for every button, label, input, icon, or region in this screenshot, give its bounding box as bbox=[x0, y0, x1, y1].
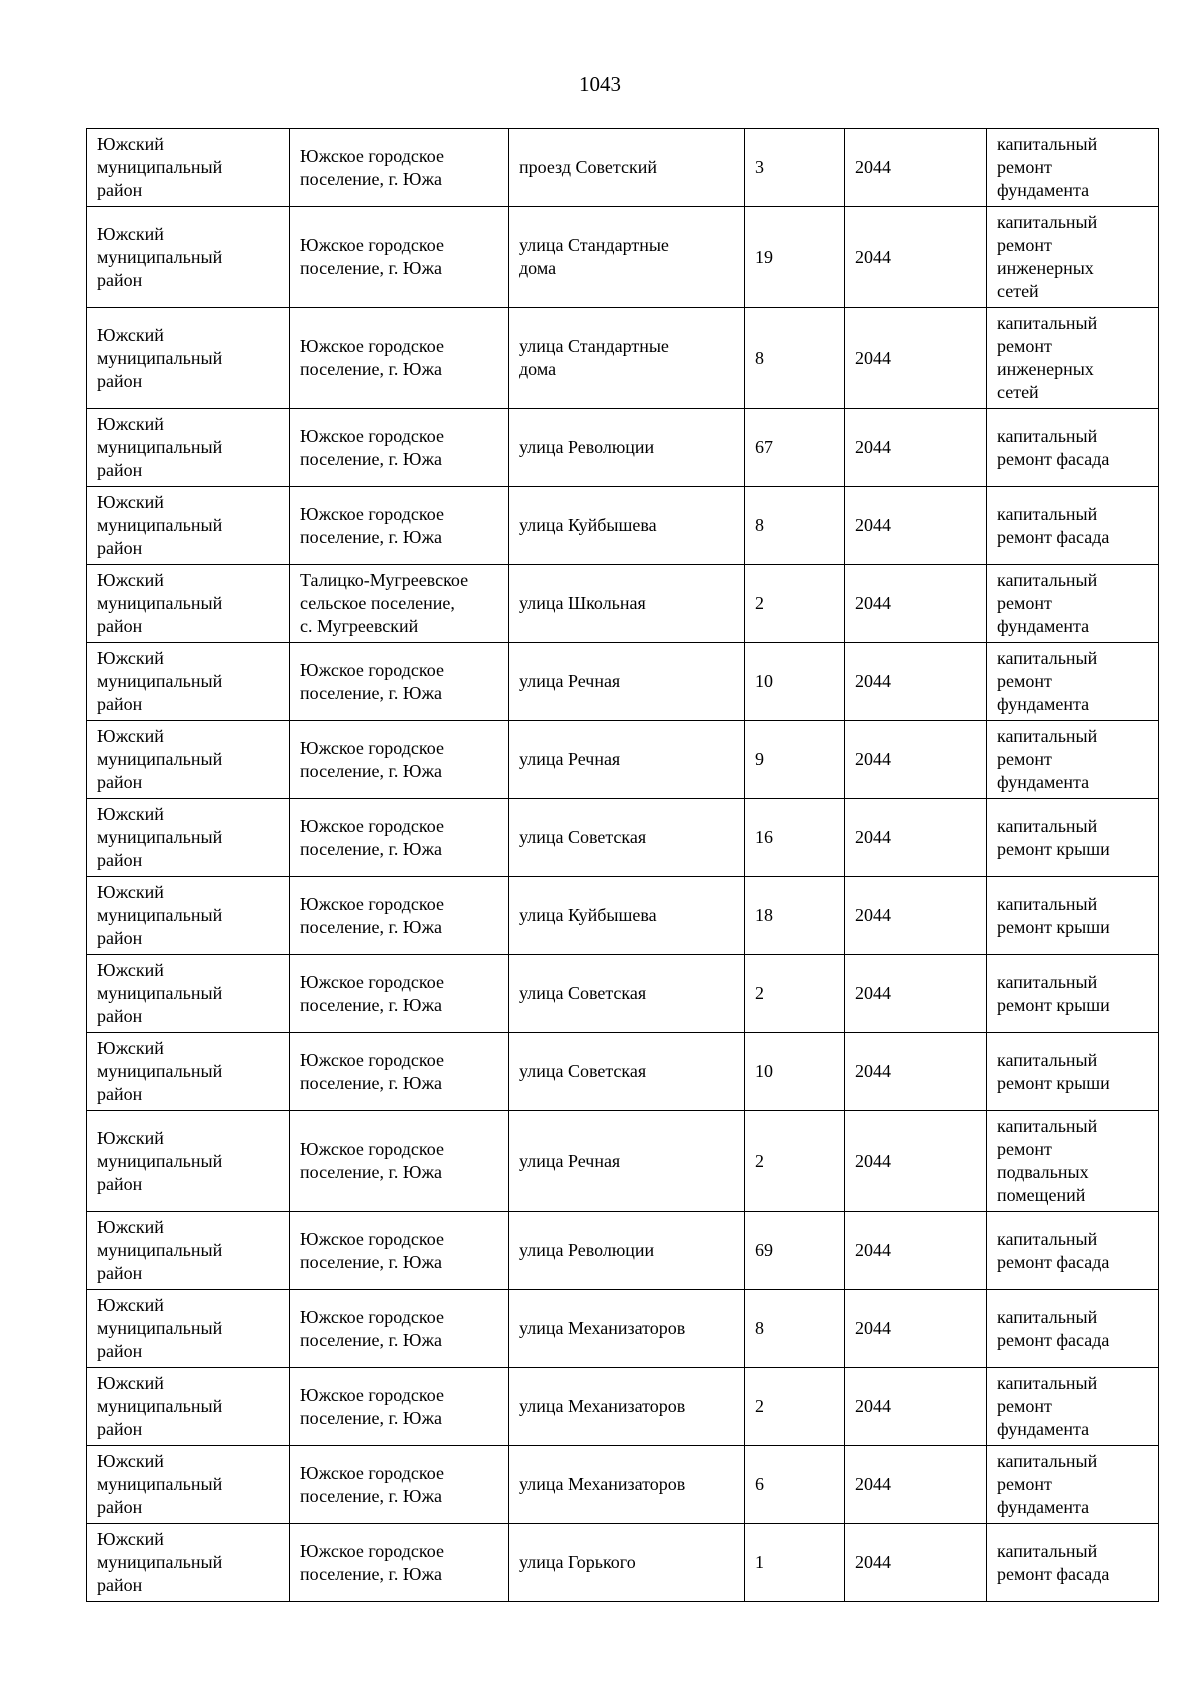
house-number-cell-text: 6 bbox=[755, 1474, 764, 1494]
house-number-cell bbox=[745, 799, 845, 877]
settlement-cell bbox=[290, 955, 509, 1033]
house-number-cell bbox=[745, 721, 845, 799]
year-cell bbox=[845, 799, 987, 877]
work-type-cell-text: капитальный ремонт фасада bbox=[997, 1228, 1110, 1272]
house-number-cell-text: 10 bbox=[755, 1061, 773, 1081]
work-type-cell bbox=[987, 721, 1159, 799]
settlement-cell bbox=[290, 409, 509, 487]
settlement-cell-text: Южское городское поселение, г. Южа bbox=[300, 1462, 444, 1506]
district-cell-text: Южский муниципальный район bbox=[97, 648, 223, 714]
street-cell bbox=[509, 1111, 745, 1212]
house-number-cell-text: 69 bbox=[755, 1240, 773, 1260]
district-cell-text: Южский муниципальный район bbox=[97, 804, 223, 870]
year-cell-text: 2044 bbox=[855, 671, 891, 691]
settlement-cell-text: Южское городское поселение, г. Южа bbox=[300, 659, 444, 703]
work-type-cell-text: капитальный ремонт фасада bbox=[997, 1540, 1110, 1584]
settlement-cell-text: Южское городское поселение, г. Южа bbox=[300, 1228, 444, 1272]
house-number-cell-text: 3 bbox=[755, 157, 764, 177]
work-type-cell bbox=[987, 308, 1159, 409]
work-type-cell bbox=[987, 487, 1159, 565]
settlement-cell-text: Талицко-Мугреевское сельское поселение, с. Мугреевский bbox=[300, 570, 469, 636]
settlement-cell-text: Южское городское поселение, г. Южа bbox=[300, 235, 444, 278]
table-row bbox=[87, 799, 1159, 877]
table-row bbox=[87, 409, 1159, 487]
work-type-cell-text: капитальный ремонт подвальных помещений bbox=[997, 1116, 1098, 1205]
work-type-cell-text: капитальный ремонт крыши bbox=[997, 971, 1110, 1015]
year-cell bbox=[845, 1524, 987, 1602]
year-cell bbox=[845, 877, 987, 955]
settlement-cell bbox=[290, 129, 509, 207]
settlement-cell bbox=[290, 1212, 509, 1290]
settlement-cell-text: Южское городское поселение, г. Южа bbox=[300, 336, 444, 379]
settlement-cell bbox=[290, 1446, 509, 1524]
repair-schedule-table bbox=[86, 128, 1159, 1602]
house-number-cell-text: 1 bbox=[755, 1552, 764, 1572]
table-row bbox=[87, 955, 1159, 1033]
work-type-cell bbox=[987, 1111, 1159, 1212]
year-cell bbox=[845, 955, 987, 1033]
district-cell bbox=[87, 955, 290, 1033]
district-cell bbox=[87, 1111, 290, 1212]
year-cell bbox=[845, 487, 987, 565]
year-cell-text: 2044 bbox=[855, 905, 891, 925]
year-cell-text: 2044 bbox=[855, 1396, 891, 1416]
street-cell bbox=[509, 487, 745, 565]
district-cell-text: Южский муниципальный район bbox=[97, 492, 223, 558]
settlement-cell-text: Южское городское поселение, г. Южа bbox=[300, 1384, 444, 1428]
district-cell bbox=[87, 877, 290, 955]
street-cell bbox=[509, 643, 745, 721]
district-cell-text: Южский муниципальный район bbox=[97, 726, 223, 792]
district-cell bbox=[87, 1524, 290, 1602]
year-cell bbox=[845, 643, 987, 721]
street-cell-text: улица Революции bbox=[519, 437, 655, 457]
settlement-cell bbox=[290, 565, 509, 643]
work-type-cell-text: капитальный ремонт фасада bbox=[997, 1306, 1110, 1350]
house-number-cell bbox=[745, 1368, 845, 1446]
year-cell-text: 2044 bbox=[855, 1150, 891, 1171]
street-cell-text: улица Стандартные дома bbox=[519, 336, 669, 379]
settlement-cell bbox=[290, 308, 509, 409]
work-type-cell bbox=[987, 409, 1159, 487]
year-cell bbox=[845, 565, 987, 643]
table-row bbox=[87, 1212, 1159, 1290]
district-cell-text: Южский муниципальный район bbox=[97, 1295, 223, 1361]
work-type-cell bbox=[987, 1524, 1159, 1602]
district-cell bbox=[87, 409, 290, 487]
district-cell bbox=[87, 1033, 290, 1111]
settlement-cell bbox=[290, 721, 509, 799]
table-row bbox=[87, 308, 1159, 409]
street-cell bbox=[509, 129, 745, 207]
settlement-cell bbox=[290, 1524, 509, 1602]
settlement-cell-text: Южское городское поселение, г. Южа bbox=[300, 503, 444, 547]
district-cell bbox=[87, 1290, 290, 1368]
settlement-cell-text: Южское городское поселение, г. Южа bbox=[300, 1306, 444, 1350]
work-type-cell bbox=[987, 1446, 1159, 1524]
settlement-cell-text: Южское городское поселение, г. Южа bbox=[300, 1139, 444, 1182]
year-cell-text: 2044 bbox=[855, 593, 891, 613]
year-cell-text: 2044 bbox=[855, 515, 891, 535]
district-cell-text: Южский муниципальный район bbox=[97, 1127, 223, 1194]
street-cell bbox=[509, 1446, 745, 1524]
table-body bbox=[87, 129, 1159, 1602]
house-number-cell-text: 2 bbox=[755, 983, 764, 1003]
district-cell-text: Южский муниципальный район bbox=[97, 882, 223, 948]
house-number-cell bbox=[745, 487, 845, 565]
work-type-cell-text: капитальный ремонт фундамента bbox=[997, 1451, 1098, 1517]
district-cell bbox=[87, 308, 290, 409]
work-type-cell bbox=[987, 799, 1159, 877]
year-cell-text: 2044 bbox=[855, 983, 891, 1003]
year-cell bbox=[845, 1290, 987, 1368]
work-type-cell bbox=[987, 877, 1159, 955]
house-number-cell-text: 2 bbox=[755, 1396, 764, 1416]
house-number-cell bbox=[745, 1033, 845, 1111]
year-cell-text: 2044 bbox=[855, 1318, 891, 1338]
street-cell bbox=[509, 955, 745, 1033]
work-type-cell-text: капитальный ремонт фасада bbox=[997, 425, 1110, 469]
street-cell bbox=[509, 721, 745, 799]
year-cell bbox=[845, 1368, 987, 1446]
house-number-cell-text: 8 bbox=[755, 1318, 764, 1338]
year-cell-text: 2044 bbox=[855, 437, 891, 457]
house-number-cell-text: 2 bbox=[755, 1150, 764, 1171]
year-cell-text: 2044 bbox=[855, 1061, 891, 1081]
house-number-cell bbox=[745, 1290, 845, 1368]
street-cell-text: улица Советская bbox=[519, 827, 647, 847]
house-number-cell-text: 10 bbox=[755, 671, 773, 691]
street-cell bbox=[509, 1290, 745, 1368]
work-type-cell bbox=[987, 955, 1159, 1033]
district-cell bbox=[87, 643, 290, 721]
district-cell bbox=[87, 487, 290, 565]
house-number-cell bbox=[745, 955, 845, 1033]
street-cell-text: улица Речная bbox=[519, 671, 621, 691]
house-number-cell bbox=[745, 877, 845, 955]
street-cell-text: улица Механизаторов bbox=[519, 1474, 686, 1494]
year-cell bbox=[845, 1212, 987, 1290]
table-row bbox=[87, 565, 1159, 643]
settlement-cell-text: Южское городское поселение, г. Южа bbox=[300, 1540, 444, 1584]
work-type-cell-text: капитальный ремонт крыши bbox=[997, 893, 1110, 937]
street-cell-text: улица Горького bbox=[519, 1552, 636, 1572]
settlement-cell-text: Южское городское поселение, г. Южа bbox=[300, 893, 444, 937]
street-cell-text: улица Куйбышева bbox=[519, 905, 657, 925]
district-cell-text: Южский муниципальный район bbox=[97, 1373, 223, 1439]
street-cell bbox=[509, 1033, 745, 1111]
district-cell-text: Южский муниципальный район bbox=[97, 1451, 223, 1517]
table-row bbox=[87, 1033, 1159, 1111]
work-type-cell-text: капитальный ремонт фундамента bbox=[997, 134, 1098, 200]
district-cell bbox=[87, 721, 290, 799]
district-cell-text: Южский муниципальный район bbox=[97, 1217, 223, 1283]
street-cell-text: улица Речная bbox=[519, 1150, 621, 1171]
settlement-cell bbox=[290, 643, 509, 721]
work-type-cell-text: капитальный ремонт крыши bbox=[997, 815, 1110, 859]
table-row bbox=[87, 1446, 1159, 1524]
district-cell-text: Южский муниципальный район bbox=[97, 134, 223, 200]
street-cell-text: улица Советская bbox=[519, 983, 647, 1003]
street-cell bbox=[509, 1212, 745, 1290]
table-row bbox=[87, 207, 1159, 308]
street-cell-text: проезд Советский bbox=[519, 157, 657, 177]
settlement-cell-text: Южское городское поселение, г. Южа bbox=[300, 425, 444, 469]
district-cell-text: Южский муниципальный район bbox=[97, 414, 223, 480]
street-cell-text: улица Стандартные дома bbox=[519, 235, 669, 278]
settlement-cell-text: Южское городское поселение, г. Южа bbox=[300, 971, 444, 1015]
street-cell bbox=[509, 565, 745, 643]
year-cell bbox=[845, 308, 987, 409]
work-type-cell bbox=[987, 129, 1159, 207]
district-cell bbox=[87, 1368, 290, 1446]
settlement-cell bbox=[290, 487, 509, 565]
street-cell bbox=[509, 799, 745, 877]
settlement-cell bbox=[290, 1111, 509, 1212]
year-cell bbox=[845, 721, 987, 799]
district-cell-text: Южский муниципальный район bbox=[97, 1038, 223, 1104]
settlement-cell-text: Южское городское поселение, г. Южа bbox=[300, 145, 444, 189]
work-type-cell bbox=[987, 643, 1159, 721]
work-type-cell bbox=[987, 1033, 1159, 1111]
house-number-cell bbox=[745, 1524, 845, 1602]
street-cell-text: улица Механизаторов bbox=[519, 1318, 686, 1338]
settlement-cell bbox=[290, 799, 509, 877]
table-row bbox=[87, 877, 1159, 955]
year-cell bbox=[845, 207, 987, 308]
work-type-cell-text: капитальный ремонт фундамента bbox=[997, 648, 1098, 714]
street-cell-text: улица Революции bbox=[519, 1240, 655, 1260]
house-number-cell-text: 8 bbox=[755, 347, 764, 368]
street-cell-text: улица Речная bbox=[519, 749, 621, 769]
year-cell-text: 2044 bbox=[855, 1240, 891, 1260]
house-number-cell-text: 2 bbox=[755, 593, 764, 613]
street-cell-text: улица Куйбышева bbox=[519, 515, 657, 535]
district-cell bbox=[87, 207, 290, 308]
house-number-cell bbox=[745, 565, 845, 643]
settlement-cell bbox=[290, 207, 509, 308]
table-row bbox=[87, 1368, 1159, 1446]
year-cell-text: 2044 bbox=[855, 749, 891, 769]
work-type-cell bbox=[987, 565, 1159, 643]
work-type-cell-text: капитальный ремонт фундамента bbox=[997, 726, 1098, 792]
district-cell-text: Южский муниципальный район bbox=[97, 1529, 223, 1595]
house-number-cell-text: 9 bbox=[755, 749, 764, 769]
district-cell-text: Южский муниципальный район bbox=[97, 324, 223, 391]
work-type-cell-text: капитальный ремонт крыши bbox=[997, 1049, 1110, 1093]
district-cell-text: Южский муниципальный район bbox=[97, 570, 223, 636]
district-cell-text: Южский муниципальный район bbox=[97, 223, 223, 290]
district-cell bbox=[87, 565, 290, 643]
house-number-cell bbox=[745, 643, 845, 721]
settlement-cell bbox=[290, 1368, 509, 1446]
street-cell bbox=[509, 877, 745, 955]
year-cell-text: 2044 bbox=[855, 347, 891, 368]
street-cell bbox=[509, 207, 745, 308]
house-number-cell bbox=[745, 129, 845, 207]
house-number-cell bbox=[745, 308, 845, 409]
street-cell bbox=[509, 308, 745, 409]
street-cell bbox=[509, 1368, 745, 1446]
work-type-cell bbox=[987, 1290, 1159, 1368]
settlement-cell bbox=[290, 1290, 509, 1368]
year-cell bbox=[845, 1446, 987, 1524]
district-cell bbox=[87, 1446, 290, 1524]
year-cell-text: 2044 bbox=[855, 1552, 891, 1572]
table-row bbox=[87, 1111, 1159, 1212]
house-number-cell-text: 19 bbox=[755, 246, 773, 267]
house-number-cell-text: 16 bbox=[755, 827, 773, 847]
work-type-cell bbox=[987, 207, 1159, 308]
settlement-cell bbox=[290, 1033, 509, 1111]
page-number: 1043 bbox=[579, 72, 621, 96]
work-type-cell-text: капитальный ремонт инженерных сетей bbox=[997, 212, 1098, 301]
year-cell bbox=[845, 1111, 987, 1212]
house-number-cell-text: 67 bbox=[755, 437, 773, 457]
house-number-cell-text: 18 bbox=[755, 905, 773, 925]
street-cell bbox=[509, 1524, 745, 1602]
table-row bbox=[87, 721, 1159, 799]
work-type-cell-text: капитальный ремонт инженерных сетей bbox=[997, 313, 1098, 402]
settlement-cell-text: Южское городское поселение, г. Южа bbox=[300, 1049, 444, 1093]
work-type-cell bbox=[987, 1212, 1159, 1290]
work-type-cell-text: капитальный ремонт фундамента bbox=[997, 1373, 1098, 1439]
work-type-cell-text: капитальный ремонт фасада bbox=[997, 503, 1110, 547]
table-row bbox=[87, 487, 1159, 565]
district-cell bbox=[87, 799, 290, 877]
street-cell-text: улица Школьная bbox=[519, 593, 646, 613]
year-cell bbox=[845, 129, 987, 207]
year-cell-text: 2044 bbox=[855, 1474, 891, 1494]
year-cell-text: 2044 bbox=[855, 246, 891, 267]
house-number-cell bbox=[745, 1111, 845, 1212]
district-cell bbox=[87, 1212, 290, 1290]
table-row bbox=[87, 1290, 1159, 1368]
house-number-cell bbox=[745, 207, 845, 308]
table-row bbox=[87, 1524, 1159, 1602]
year-cell-text: 2044 bbox=[855, 827, 891, 847]
work-type-cell-text: капитальный ремонт фундамента bbox=[997, 570, 1098, 636]
street-cell-text: улица Механизаторов bbox=[519, 1396, 686, 1416]
table-row bbox=[87, 643, 1159, 721]
street-cell-text: улица Советская bbox=[519, 1061, 647, 1081]
work-type-cell bbox=[987, 1368, 1159, 1446]
district-cell bbox=[87, 129, 290, 207]
house-number-cell bbox=[745, 1446, 845, 1524]
year-cell-text: 2044 bbox=[855, 157, 891, 177]
house-number-cell bbox=[745, 1212, 845, 1290]
year-cell bbox=[845, 1033, 987, 1111]
table-row bbox=[87, 129, 1159, 207]
district-cell-text: Южский муниципальный район bbox=[97, 960, 223, 1026]
settlement-cell bbox=[290, 877, 509, 955]
street-cell bbox=[509, 409, 745, 487]
year-cell bbox=[845, 409, 987, 487]
house-number-cell-text: 8 bbox=[755, 515, 764, 535]
settlement-cell-text: Южское городское поселение, г. Южа bbox=[300, 815, 444, 859]
house-number-cell bbox=[745, 409, 845, 487]
settlement-cell-text: Южское городское поселение, г. Южа bbox=[300, 737, 444, 781]
